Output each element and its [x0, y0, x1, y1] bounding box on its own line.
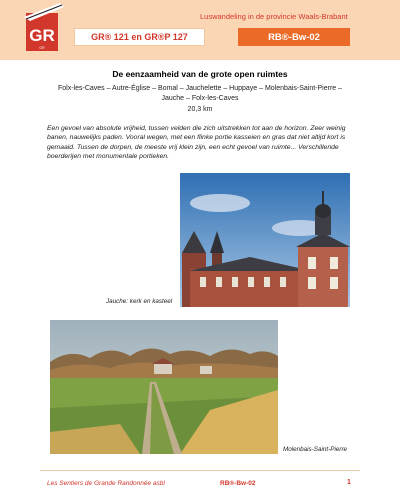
intro-paragraph: Een gevoel van absolute vrijheid, tussen velden die zich uitstrekken tot aan de horizon. Zeer weinig banen, nauwelijks paden. Vooral wegen, met een flinke portie kasseien en gras dat niet altijd kort is gemaaid. Tussen de dorpen, de meeste vrij klein zijn, een echt gevoel van ruimte... Verschillende boerderijen met monumentale portieken. — [47, 125, 346, 160]
page-number: 1 — [347, 479, 351, 486]
footer-organization: Les Sentiers de Grande Randonnée asbl — [47, 480, 165, 487]
route-box: GR® 121 en GR®P 127 — [74, 28, 205, 46]
route-line-1: Folx-les-Caves – Autre-Église – Bomal – Jauchelette – Huppaye – Molenbais-Saint-Pierre – — [57, 85, 343, 92]
logo-text: GR — [29, 26, 55, 45]
page-title: De eenzaamheid van de grote open ruimtes — [112, 69, 288, 79]
route-distance: 20,3 km — [187, 106, 213, 113]
header-subtitle: Luswandeling in de provincie Waals-Brabant — [200, 12, 348, 21]
route-code-box: RB®-Bw-02 — [238, 28, 350, 46]
photo-landscape — [50, 320, 278, 454]
route-line-2: Jauche – Folx-les-Caves — [161, 95, 239, 102]
footer-divider — [40, 470, 360, 471]
footer-code: RB®-Bw-02 — [220, 480, 256, 487]
gr-logo — [20, 3, 68, 55]
photo1-caption: Jauche: kerk en kasteel — [106, 298, 173, 305]
logo-caption: GR — [39, 46, 45, 50]
photo-church-castle — [180, 173, 350, 307]
photo2-caption: Molenbais-Saint-Pierre — [283, 446, 348, 453]
